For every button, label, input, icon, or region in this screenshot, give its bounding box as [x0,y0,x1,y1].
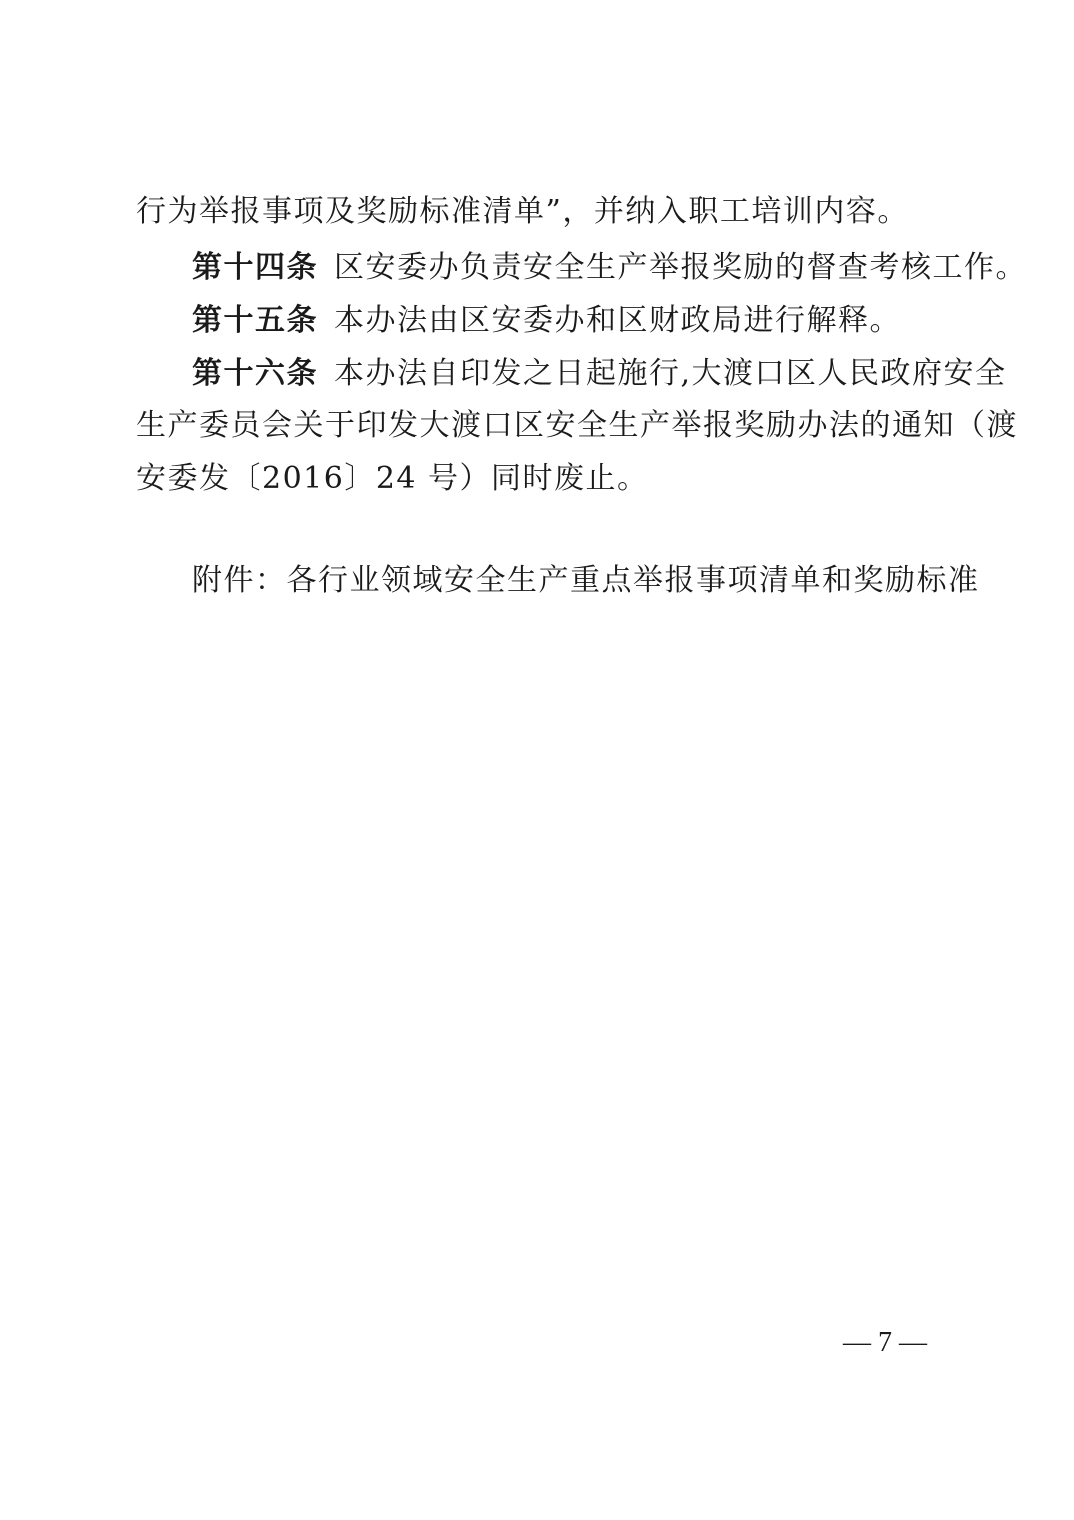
article-16 [192,354,1007,394]
article-14 [192,248,1027,288]
article-text: 本办法由区安委办和区财政局进行解释。 [334,303,901,338]
article-15 [192,301,940,341]
article-16-continuation-2: 安委发〔2016〕24 号）同时废止。 [136,461,649,496]
article-label: 第十六条 [192,356,318,391]
article-16-continuation-1: 生产委员会关于印发大渡口区安全生产举报奖励办法的通知（渡 [136,408,1018,443]
article-text: 本办法自印发之日起施行,大渡口区人民政府安全 [334,356,1007,391]
article-text: 区安委办负责安全生产举报奖励的督查考核工作。 [334,250,1027,285]
attachment-line: 附件：各行业领域安全生产重点举报事项清单和奖励标准 [192,563,980,598]
body-text-line: 行为举报事项及奖励标准清单”，并纳入职工培训内容。 [136,194,909,229]
article-label: 第十四条 [192,250,318,285]
article-label: 第十五条 [192,303,318,338]
page-number: — 7 — [843,1327,927,1358]
